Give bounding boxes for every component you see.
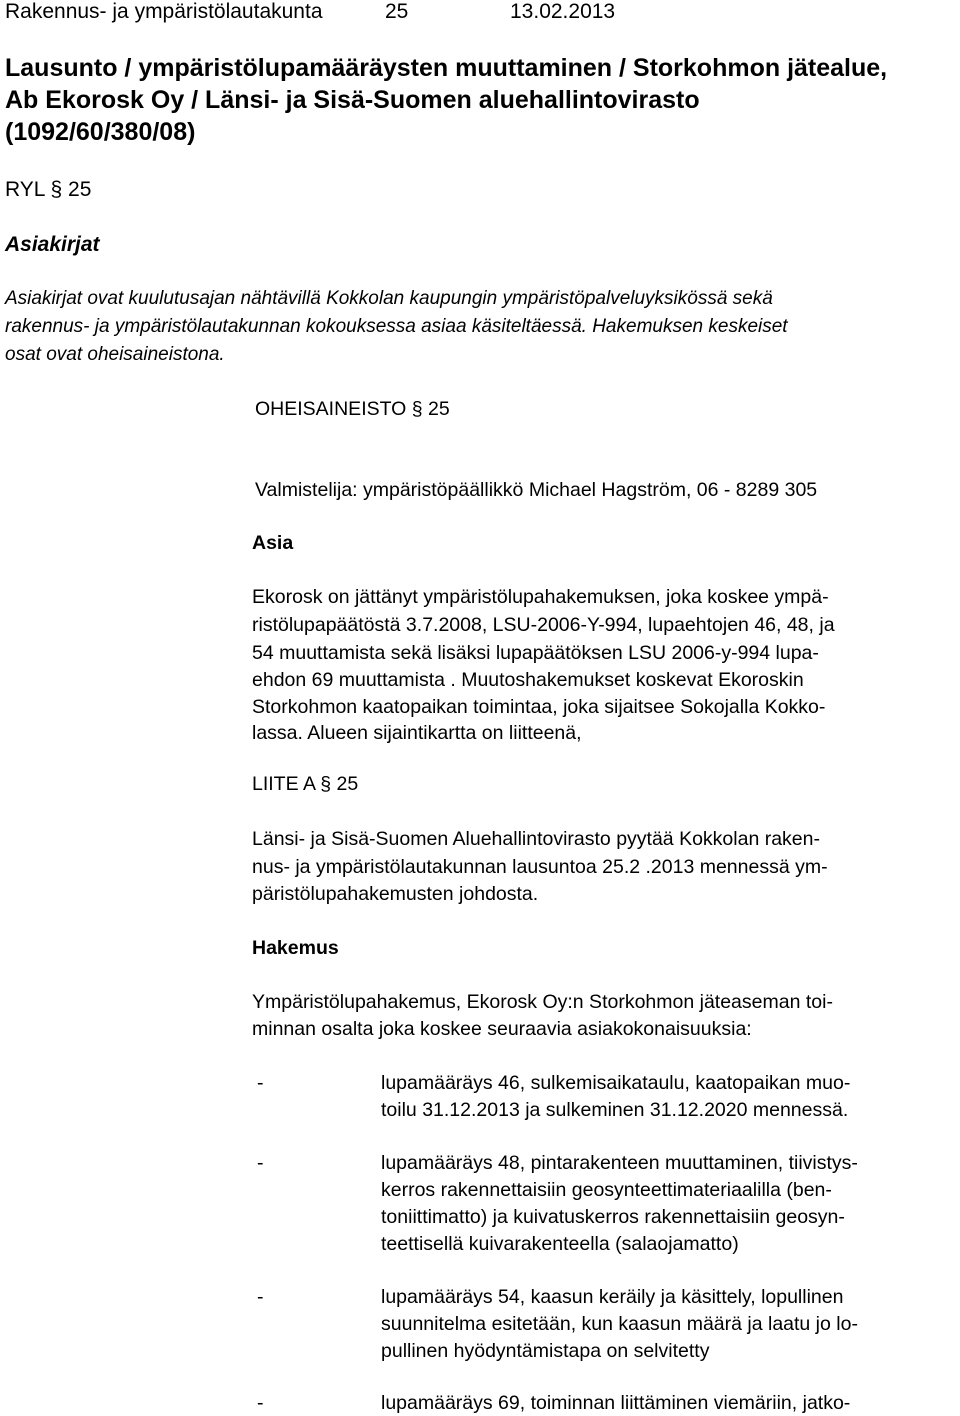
list-dash: - — [257, 1392, 264, 1414]
list-item-line: lupamääräys 54, kaasun keräily ja käsittely, lopullinen — [381, 1286, 844, 1308]
asia-line: Storkohmon kaatopaikan toimintaa, joka sijaitsee Sokojalla Kokko- — [252, 696, 826, 718]
list-dash: - — [257, 1072, 264, 1094]
list-item-line: suunnitelma esitetään, kun kaasun määrä ja laatu jo lo- — [381, 1313, 858, 1335]
lausunto-line: päristölupahakemusten johdosta. — [252, 883, 539, 905]
document-title-line-1: Lausunto / ympäristölupamääräysten muuttaminen / Storkohmon jätealue, — [5, 54, 888, 82]
ryl-section: RYL § 25 — [5, 178, 92, 201]
liite-label: LIITE A § 25 — [252, 773, 359, 795]
hakemus-intro-line: Ympäristölupahakemus, Ekorosk Oy:n Storkohmon jäteaseman toi- — [252, 991, 833, 1013]
list-item-line: lupamääräys 69, toiminnan liittäminen viemäriin, jatko- — [381, 1392, 851, 1414]
oheisaineisto-label: OHEISAINEISTO § 25 — [255, 398, 450, 420]
list-dash: - — [257, 1152, 264, 1174]
list-item-line: pullinen hyödyntämistapa on selvitetty — [381, 1340, 710, 1362]
list-item-line: toilu 31.12.2013 ja sulkeminen 31.12.2020 mennessä. — [381, 1099, 849, 1121]
hakemus-heading: Hakemus — [252, 937, 339, 959]
document-title-line-2: Ab Ekorosk Oy / Länsi- ja Sisä-Suomen aluehallintovirasto — [5, 86, 700, 114]
asiakirjat-line-2: rakennus- ja ympäristölautakunnan kokouksessa asiaa käsiteltäessä. Hakemuksen keskeiset — [5, 316, 788, 337]
asiakirjat-line-1: Asiakirjat ovat kuulutusajan nähtävillä Kokkolan kaupungin ympäristöpalveluyksikössä sekä — [5, 288, 773, 309]
asia-line: ristölupapäätöstä 3.7.2008, LSU-2006-Y-994, lupaehtojen 46, 48, ja — [252, 614, 835, 636]
asia-line: ehdon 69 muuttamista . Muutoshakemukset koskevat Ekoroskin — [252, 669, 804, 691]
list-item-line: teettisellä kuivarakenteella (salaojamatto) — [381, 1233, 739, 1255]
header-date: 13.02.2013 — [510, 0, 616, 23]
hakemus-intro-line: minnan osalta joka koskee seuraavia asiakokonaisuuksia: — [252, 1018, 752, 1040]
list-dash: - — [257, 1286, 264, 1308]
asia-line: lassa. Alueen sijaintikartta on liitteenä, — [252, 722, 582, 744]
asiakirjat-heading: Asiakirjat — [5, 233, 100, 256]
lausunto-line: nus- ja ympäristölautakunnan lausuntoa 25.2 .2013 mennessä ym- — [252, 856, 828, 878]
document-title-line-3: (1092/60/380/08) — [5, 118, 196, 146]
list-item-line: kerros rakennettaisiin geosynteettimateriaalilla (ben- — [381, 1179, 832, 1201]
valmistelija: Valmistelija: ympäristöpäällikkö Michael Hagström, 06 - 8289 305 — [255, 479, 818, 501]
header-section: 25 — [385, 0, 409, 23]
asia-line: Ekorosk on jättänyt ympäristölupahakemuksen, joka koskee ympä- — [252, 586, 829, 608]
list-item-line: toniittimatto) ja kuivatuskerros rakennettaisiin geosyn- — [381, 1206, 845, 1228]
asiakirjat-line-3: osat ovat oheisaineistona. — [5, 344, 225, 365]
list-item-line: lupamääräys 46, sulkemisaikataulu, kaatopaikan muo- — [381, 1072, 851, 1094]
lausunto-line: Länsi- ja Sisä-Suomen Aluehallintovirasto pyytää Kokkolan raken- — [252, 828, 820, 850]
header-committee: Rakennus- ja ympäristölautakunta — [5, 0, 323, 23]
asia-heading: Asia — [252, 532, 294, 554]
asia-line: 54 muuttamista sekä lisäksi lupapäätöksen LSU 2006-y-994 lupa- — [252, 642, 819, 664]
list-item-line: lupamääräys 48, pintarakenteen muuttaminen, tiivistys- — [381, 1152, 858, 1174]
